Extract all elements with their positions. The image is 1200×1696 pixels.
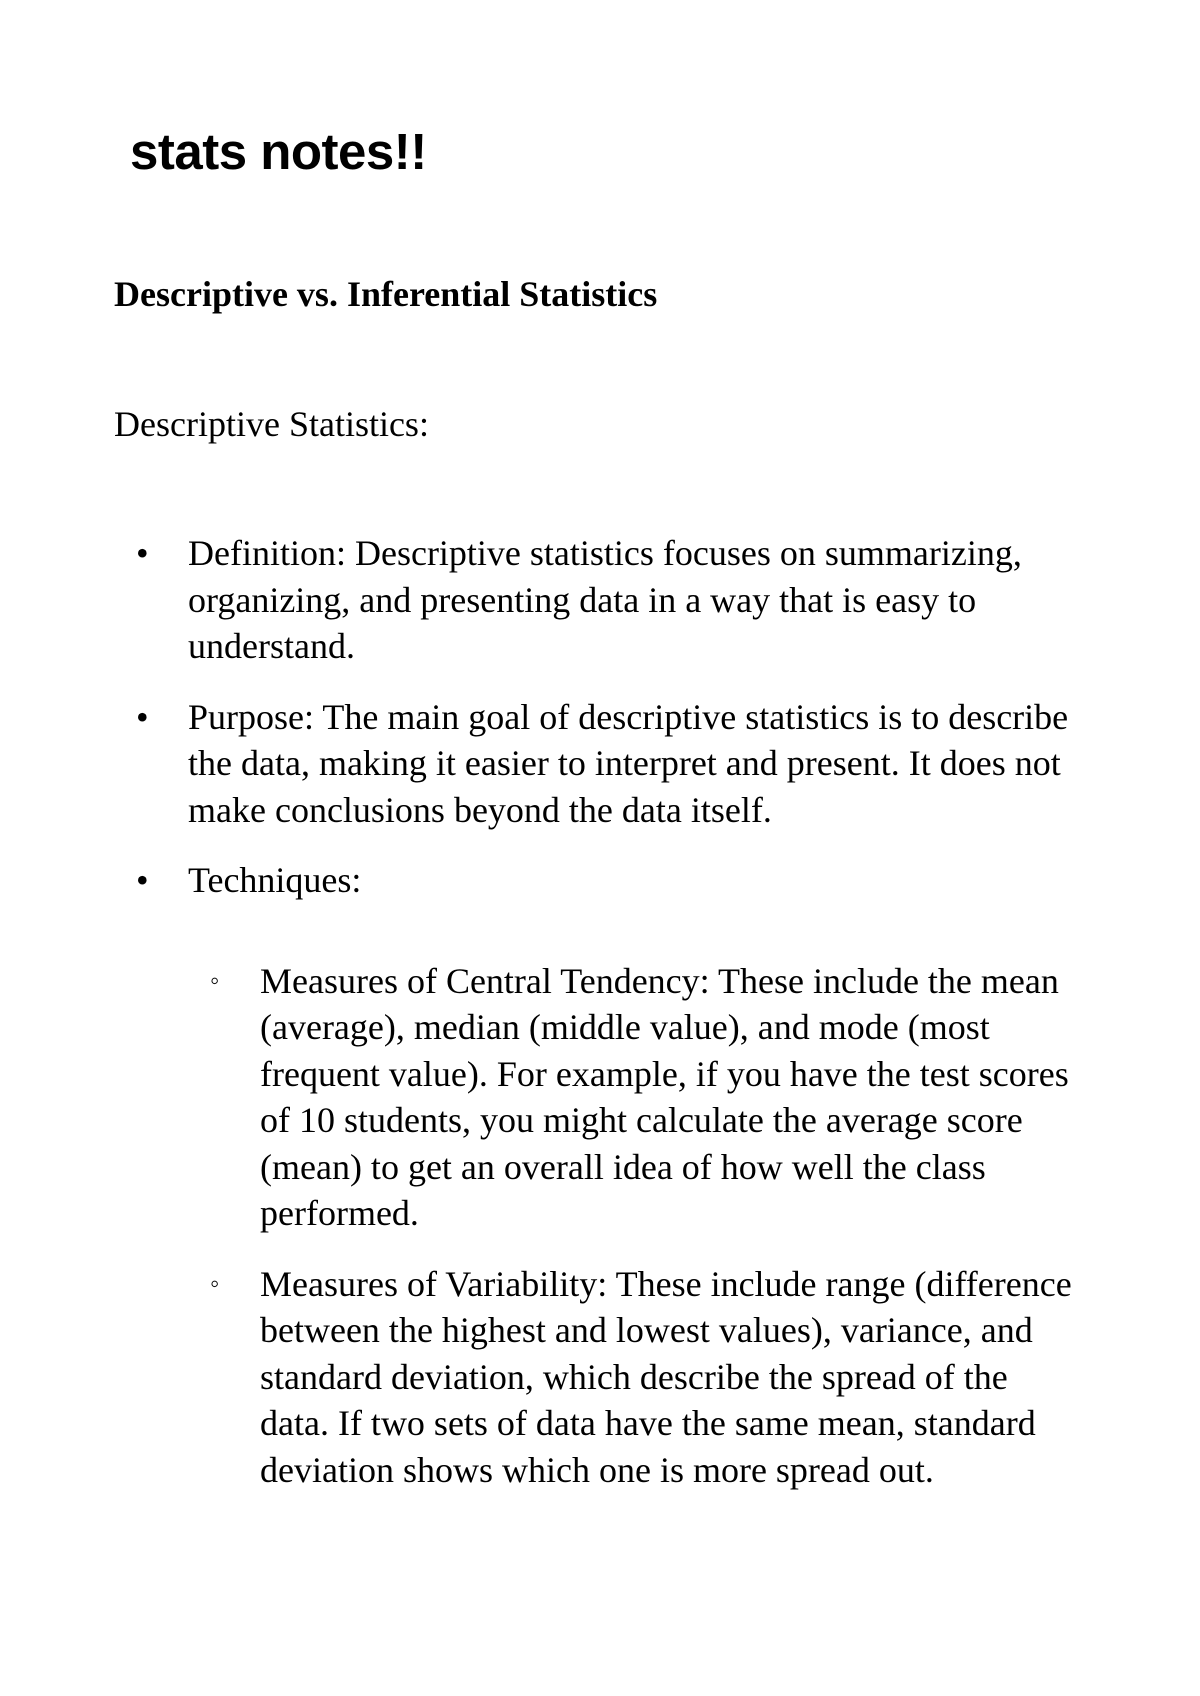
hollow-bullet-icon: ◦ (210, 1268, 220, 1298)
sub-bullet-list (188, 958, 1100, 1494)
list-item-text: Definition: Descriptive statistics focuses on summarizing, organizing, and presenting data in a way that is easy to understand. (188, 533, 1022, 666)
sub-list-item-text: Measures of Central Tendency: These include the mean (average), median (middle value), and mode (most frequent value). For example, if you have the test scores of 10 students, you might calculate the average score (mean) to get an overall idea of how well the class performed. (260, 960, 1069, 1233)
bullet-icon: • (136, 696, 149, 737)
list-item-purpose (0, 694, 1100, 834)
bullet-list (0, 530, 1200, 1517)
sub-list-item-variability (0, 1261, 1080, 1494)
bullet-icon: • (136, 533, 149, 573)
list-item-techniques (0, 857, 1100, 1493)
list-item-text: Techniques: (188, 860, 362, 900)
subheading: Descriptive Statistics: (114, 404, 429, 444)
page-title: stats notes!! (130, 123, 427, 180)
list-item-definition (0, 530, 1100, 670)
section-heading: Descriptive vs. Inferential Statistics (114, 274, 658, 314)
list-item-text: Purpose: The main goal of descriptive statistics is to describe the data, making it easier to interpret and present. It does not make conclusions beyond the data itself. (188, 696, 1069, 830)
sub-list-item-central-tendency (0, 958, 1080, 1237)
sub-list-item-text: Measures of Variability: These include range (difference between the highest and lowest values), variance, and standard deviation, which describe the spread of the data. If two sets of data have the same mean, standard deviation shows which one is more spread out. (260, 1263, 1072, 1490)
hollow-bullet-icon: ◦ (210, 965, 220, 995)
bullet-icon: • (136, 860, 149, 900)
